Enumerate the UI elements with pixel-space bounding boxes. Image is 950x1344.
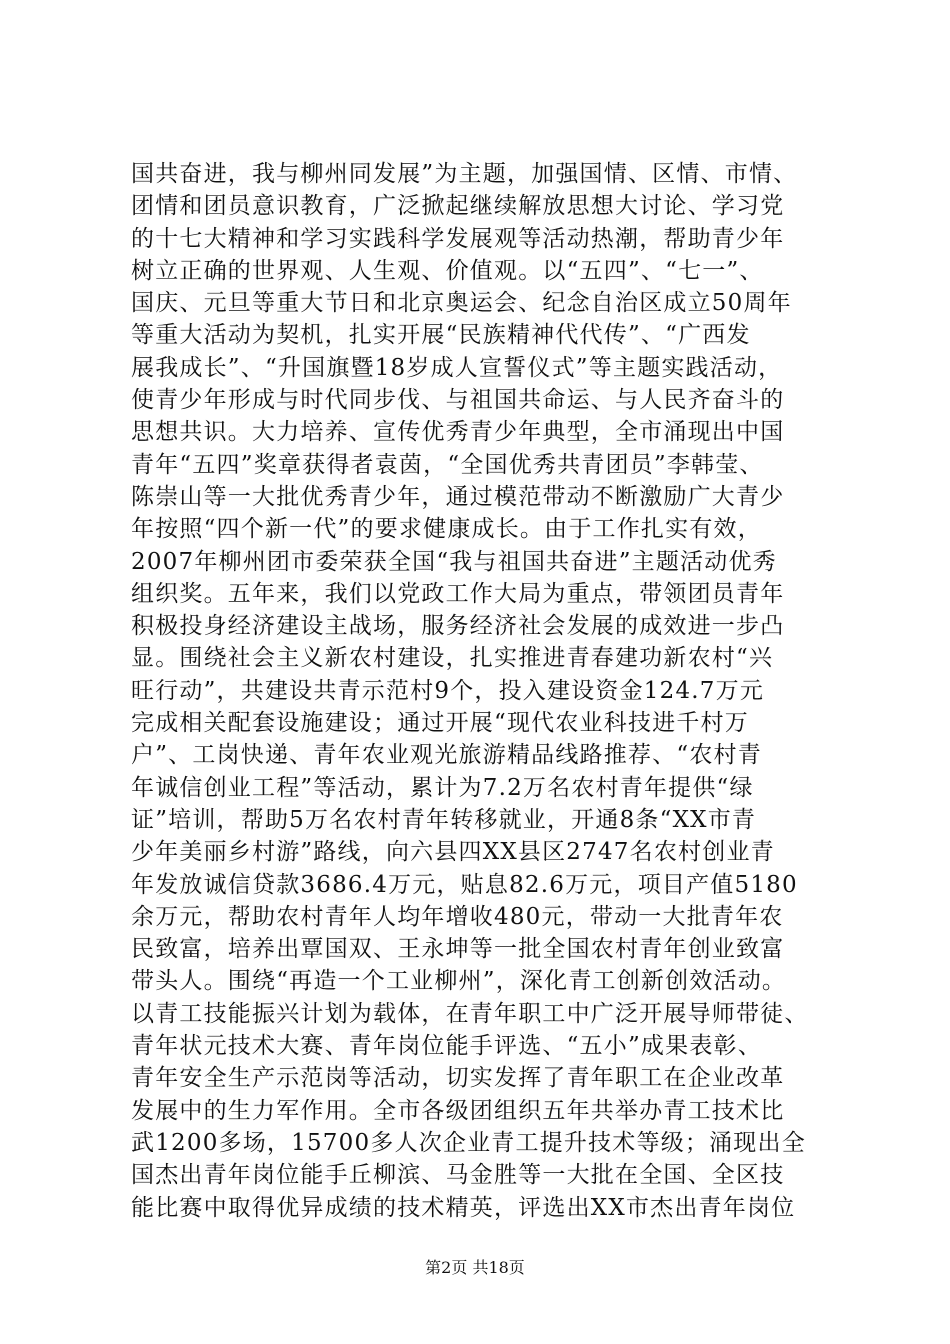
text-line: 武1200多场，15700多人次企业青工提升技术等级；涌现出全 — [131, 1129, 806, 1156]
text-line: 展我成长”、“升国旗暨18岁成人宣誓仪式”等主题实践活动， — [131, 354, 783, 381]
text-line: 余万元，帮助农村青年人均年增收480元，带动一大批青年农 — [131, 903, 784, 930]
text-line: 民致富，培养出覃国双、王永坤等一批全国农村青年创业致富 — [131, 936, 785, 963]
text-line: 青年“五四”奖章获得者袁茵，“全国优秀共青团员”李韩莹、 — [131, 451, 764, 478]
text-line: 以青工技能振兴计划为载体，在青年职工中广泛开展导师带徒、 — [131, 1000, 809, 1027]
text-line: 少年美丽乡村游”路线，向六县四XX县区2747名农村创业青 — [131, 839, 775, 866]
text-line: 等重大活动为契机，扎实开展“民族精神代代传”、“广西发 — [131, 322, 751, 349]
body-text — [131, 158, 831, 1224]
text-line: 旺行动”，共建设共青示范村9个，投入建设资金124.7万元 — [131, 677, 765, 704]
text-line: 带头人。围绕“再造一个工业柳州”，深化青工创新创效活动。 — [131, 968, 787, 995]
text-line: 户”、工岗快递、青年农业观光旅游精品线路推荐、“农村青 — [131, 742, 762, 769]
text-line: 年诚信创业工程”等活动，累计为7.2万名农村青年提供“绿 — [131, 774, 754, 801]
text-line: 积极投身经济建设主战场，服务经济社会发展的成效进一步凸 — [131, 613, 785, 640]
text-line: 证”培训，帮助5万名农村青年转移就业，开通8条“XX市青 — [131, 806, 757, 833]
text-line: 2007年柳州团市委荣获全国“我与祖国共奋进”主题活动优秀 — [131, 548, 777, 575]
text-line: 的十七大精神和学习实践科学发展观等活动热潮，帮助青少年 — [131, 225, 785, 252]
text-line: 使青少年形成与时代同步伐、与祖国共命运、与人民齐奋斗的 — [131, 387, 785, 414]
text-line: 青年状元技术大赛、青年岗位能手评选、“五小”成果表彰、 — [131, 1033, 762, 1060]
text-line: 思想共识。大力培养、宣传优秀青少年典型，全市涌现出中国 — [131, 419, 785, 446]
text-line: 组织奖。五年来，我们以党政工作大局为重点，带领团员青年 — [131, 580, 785, 607]
text-line: 陈崇山等一大批优秀青少年，通过模范带动不断激励广大青少 — [131, 483, 785, 510]
text-line: 年按照“四个新一代”的要求健康成长。由于工作扎实有效， — [131, 516, 762, 543]
text-line: 显。围绕社会主义新农村建设，扎实推进青春建功新农村“兴 — [131, 645, 774, 672]
text-line: 完成相关配套设施建设；通过开展“现代农业科技进千村万 — [131, 710, 749, 737]
text-line: 国共奋进，我与柳州同发展”为主题，加强国情、区情、市情、 — [131, 161, 798, 187]
text-line: 国庆、元旦等重大节日和北京奥运会、纪念自治区成立50周年 — [131, 290, 792, 317]
text-line: 国杰出青年岗位能手丘柳滨、马金胜等一大批在全国、全区技 — [131, 1162, 785, 1189]
text-line: 团情和团员意识教育，广泛掀起继续解放思想大讨论、学习党 — [131, 193, 785, 220]
text-line: 能比赛中取得优异成绩的技术精英，评选出XX市杰出青年岗位 — [131, 1194, 796, 1221]
text-line: 树立正确的世界观、人生观、价值观。以“五四”、“七一”、 — [131, 257, 764, 284]
page-number-footer: 第2页 共18页 — [425, 1258, 525, 1277]
text-line: 发展中的生力军作用。全市各级团组织五年共举办青工技术比 — [131, 1097, 785, 1124]
text-line: 青年安全生产示范岗等活动，切实发挥了青年职工在企业改革 — [131, 1065, 785, 1092]
text-line: 年发放诚信贷款3686.4万元，贴息82.6万元，项目产值5180 — [131, 871, 798, 898]
